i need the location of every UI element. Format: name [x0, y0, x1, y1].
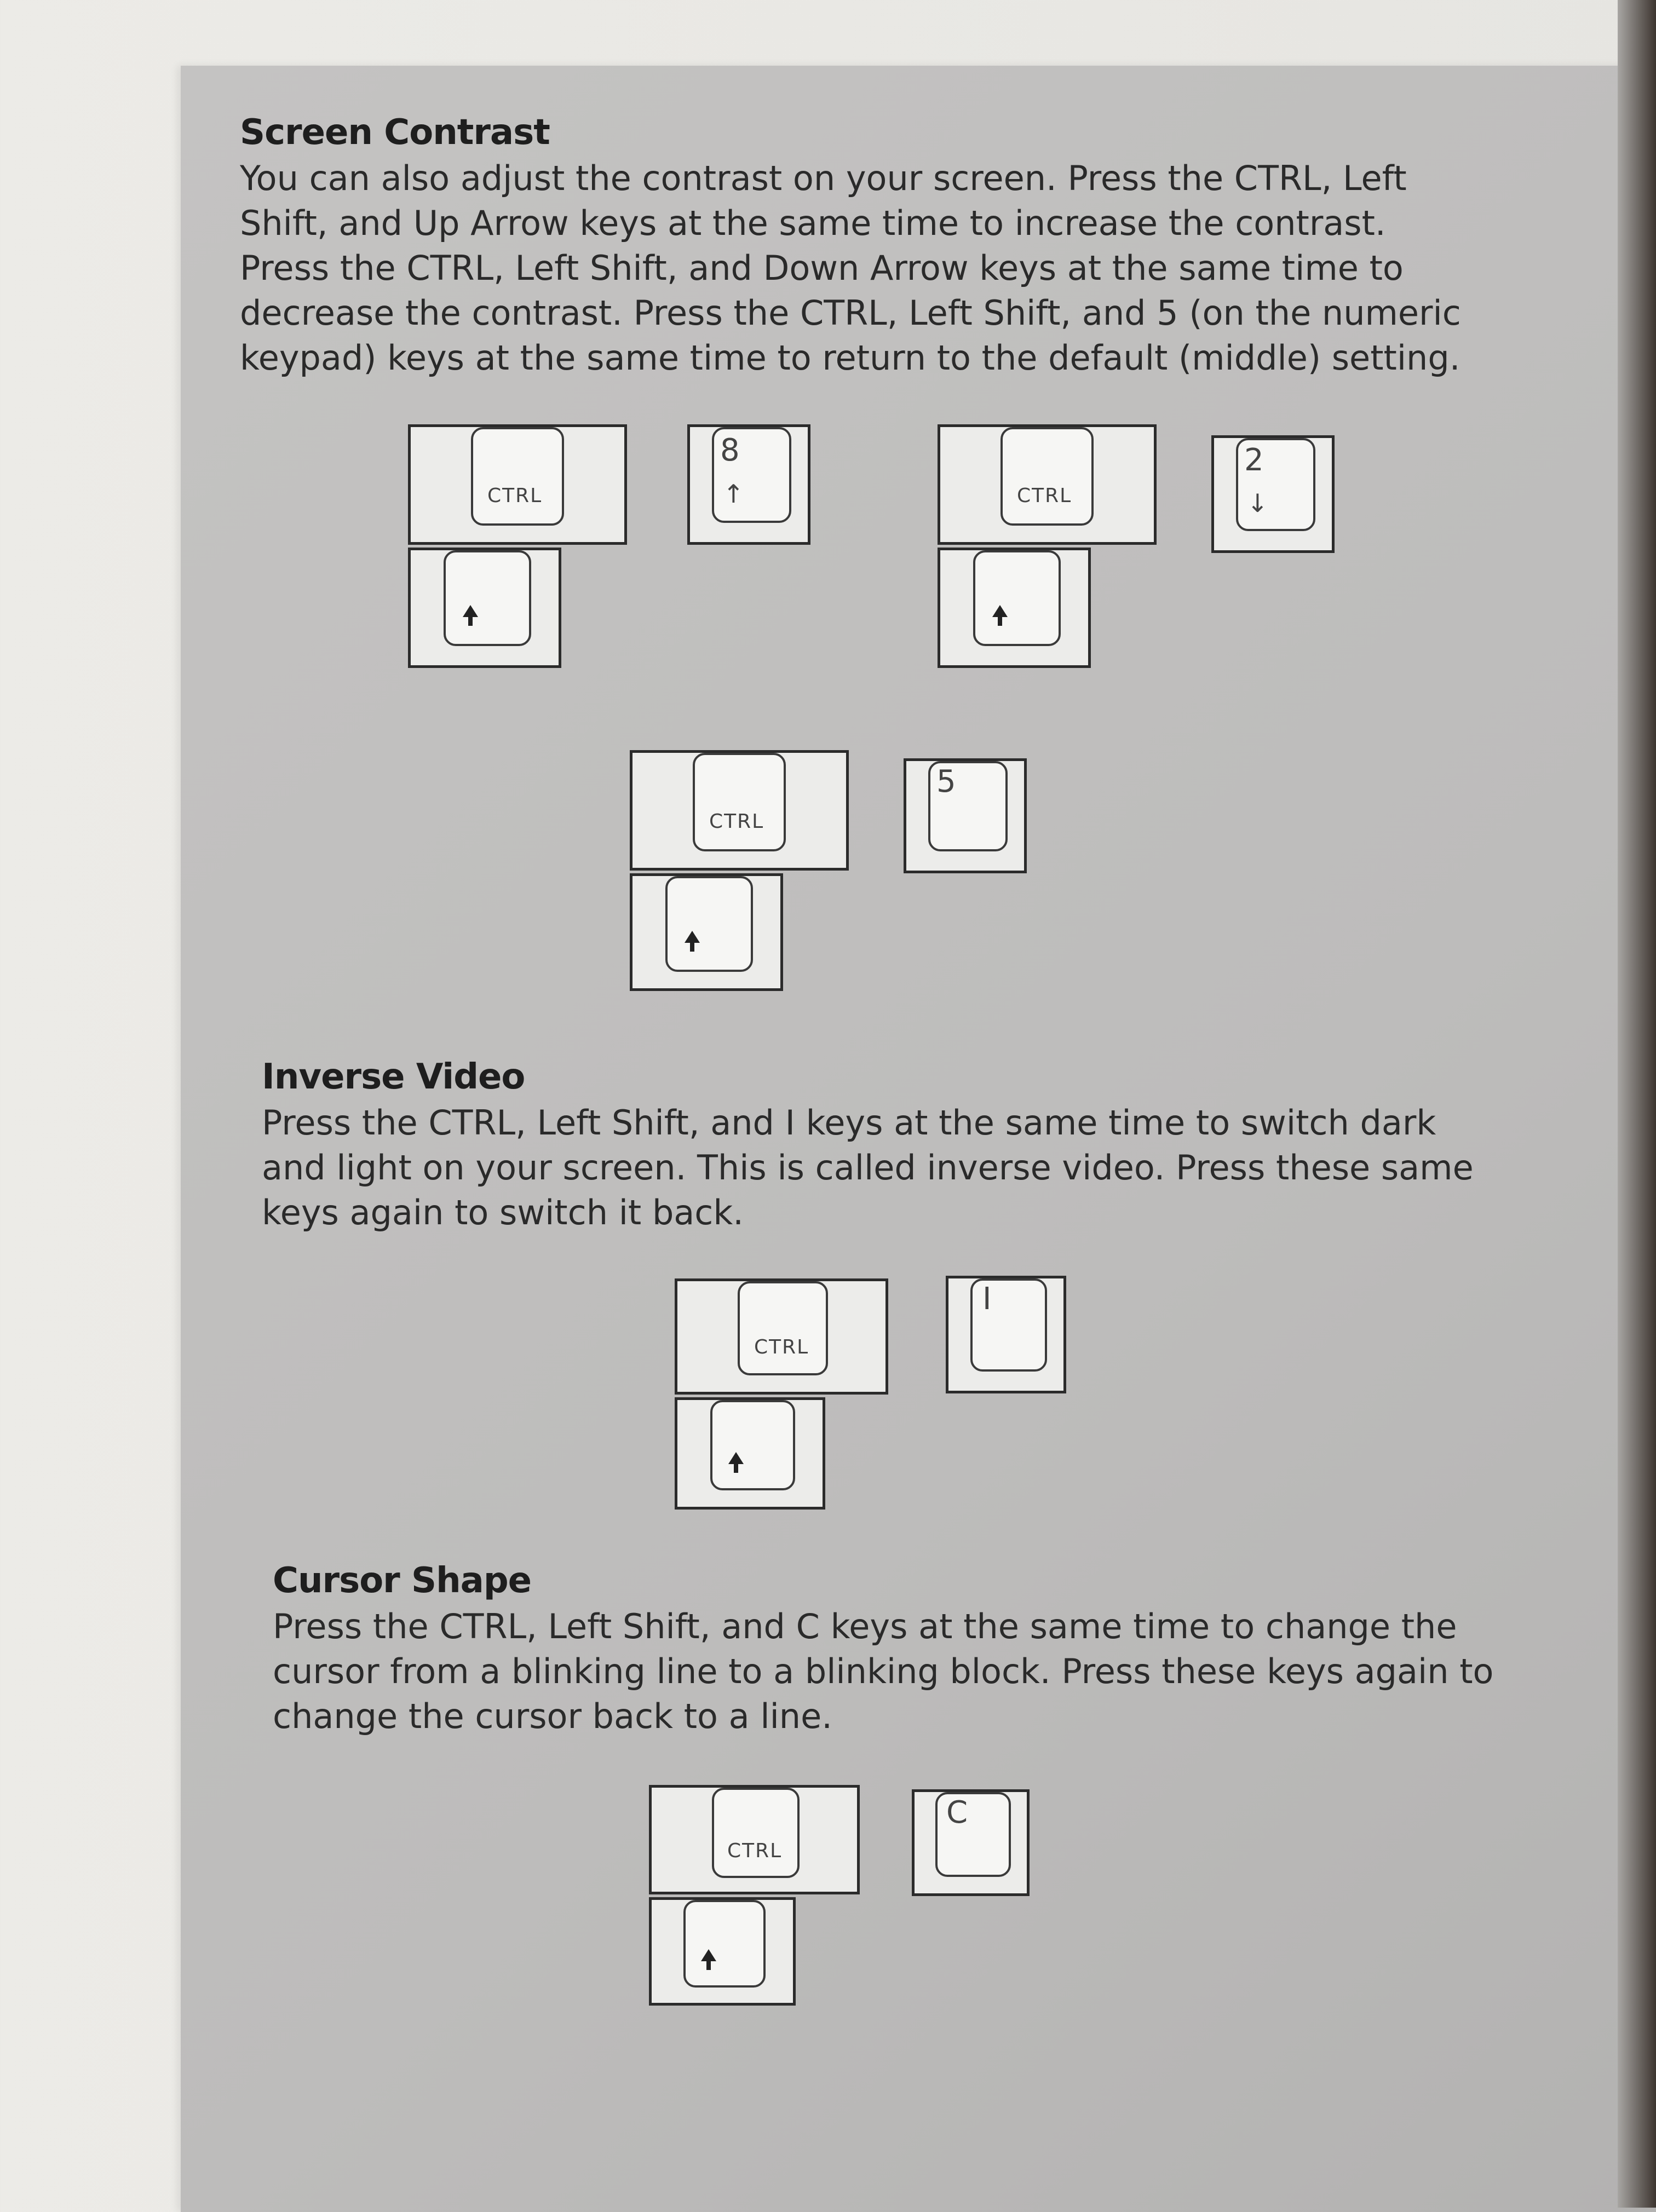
- left-shift-key: [938, 548, 1091, 668]
- up-arrow-8-key: [687, 424, 810, 545]
- page-edge-shadow: [1618, 0, 1656, 2208]
- ctrl-key-label: CTRL: [709, 810, 764, 833]
- left-shift-key: [649, 1897, 796, 2006]
- text-screen-contrast: You can also adjust the contrast on your screen. Press the CTRL, Left Shift, and Up Arrow keys at the same time to increase the contrast. Press the CTRL, Left Shift, and Down Arrow keys at the same time to decrease the contrast. Press the CTRL, Left Shift, and 5 (on the numeric keypad) keys at the same time to return to the default (middle) setting.: [240, 158, 1461, 378]
- down-arrow-2-key: [1211, 435, 1335, 553]
- left-shift-key: [675, 1397, 825, 1510]
- ctrl-key: [675, 1278, 888, 1395]
- key-8-label: 8: [720, 433, 740, 468]
- shift-arrow-icon: [463, 605, 478, 617]
- key-c: [912, 1789, 1030, 1896]
- ctrl-key-label: CTRL: [754, 1336, 809, 1358]
- ctrl-key: [408, 424, 627, 545]
- heading-screen-contrast: Screen Contrast: [240, 112, 550, 153]
- shift-arrow-icon: [701, 1949, 716, 1961]
- key-c-label: C: [946, 1795, 968, 1830]
- section-cursor-shape: [273, 1560, 1587, 1739]
- key-5-label: 5: [936, 764, 956, 799]
- shift-arrow-icon: [992, 605, 1008, 617]
- ctrl-key-label: CTRL: [727, 1840, 783, 1862]
- text-inverse-video: Press the CTRL, Left Shift, and I keys at the same time to switch dark and light on your screen. This is called inverse video. Press these same keys again to switch it back.: [262, 1103, 1474, 1232]
- key-i-label: I: [982, 1281, 992, 1317]
- text-cursor-shape: Press the CTRL, Left Shift, and C keys at the same time to change the cursor from a blinking line to a blinking block. Press these keys again to change the cursor back to a line.: [273, 1606, 1494, 1736]
- key-i: [946, 1276, 1066, 1393]
- ctrl-key: [938, 424, 1157, 545]
- key-2-label: 2: [1244, 442, 1264, 478]
- up-arrow-icon: ↑: [723, 479, 744, 509]
- section-screen-contrast: [240, 112, 1554, 381]
- key-5: [904, 758, 1027, 873]
- ctrl-key-label: CTRL: [1017, 485, 1072, 507]
- ctrl-key: [649, 1785, 860, 1894]
- shift-arrow-icon: [728, 1452, 744, 1464]
- down-arrow-icon: ↓: [1247, 488, 1268, 518]
- ctrl-key-label: CTRL: [487, 485, 543, 507]
- ctrl-key: [630, 750, 849, 871]
- heading-cursor-shape: Cursor Shape: [273, 1560, 532, 1601]
- section-inverse-video: [262, 1057, 1576, 1235]
- shift-arrow-icon: [685, 931, 700, 943]
- left-shift-key: [630, 873, 783, 991]
- heading-inverse-video: Inverse Video: [262, 1057, 525, 1097]
- left-shift-key: [408, 548, 561, 668]
